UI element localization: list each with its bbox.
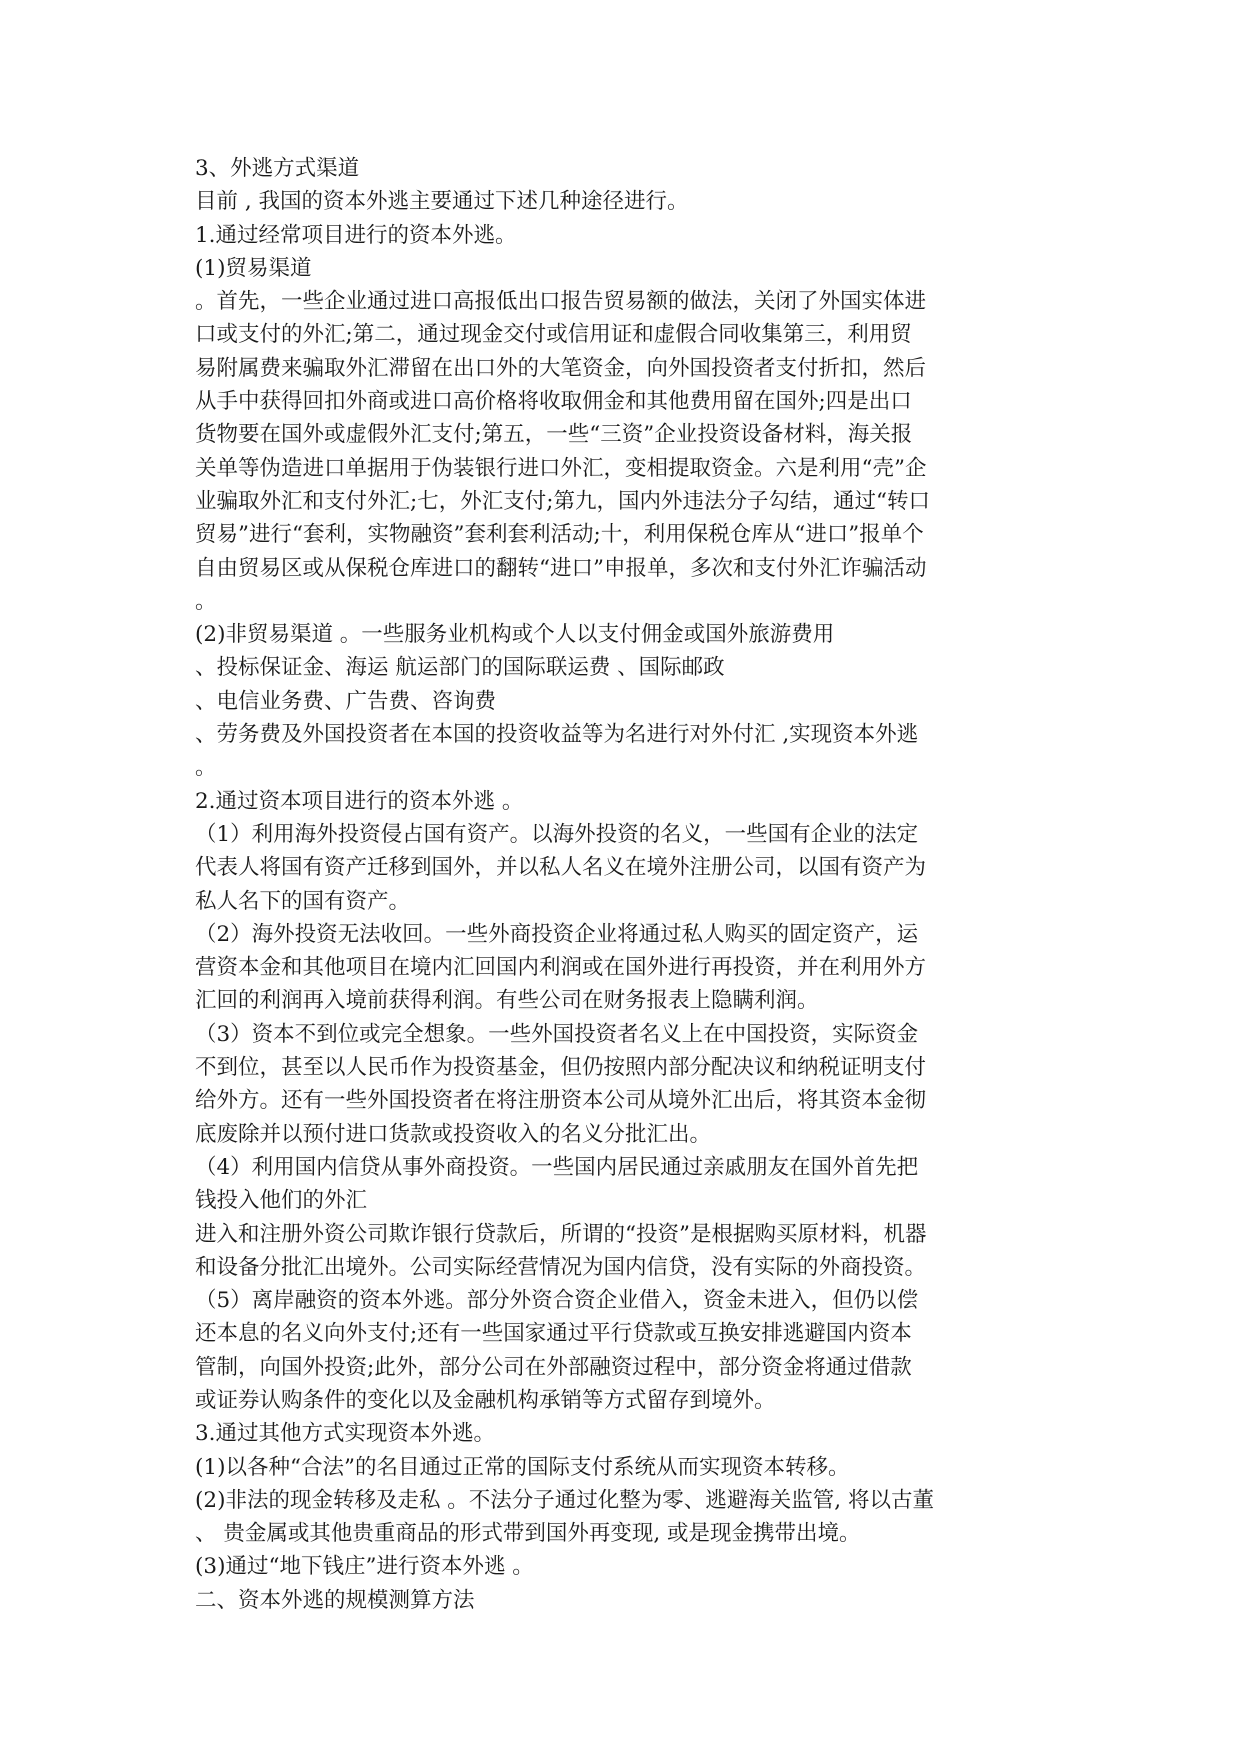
text-line: 贸易”进行“套利，实物融资”套利套利活动;十，利用保税仓库从“进口”报单个 [195,522,924,548]
text-line: 从手中获得回扣外商或进口高价格将收取佣金和其他费用留在国外;四是出口 [195,389,912,415]
text-line: 。 [195,755,217,781]
text-line: 汇回的利润再入境前获得利润。有些公司在财务报表上隐瞒利润。 [195,988,819,1014]
text-line: (1)以各种“合法”的名目通过正常的国际支付系统从而实现资本转移。 [195,1454,850,1480]
document-body [195,152,1045,1617]
text-line: 、投标保证金、海运 航运部门的国际联运费 、国际邮政 [195,655,725,681]
text-line: 钱投入他们的外汇 [195,1188,368,1214]
text-line: 1.通过经常项目进行的资本外逃。 [195,222,517,248]
text-line: （3）资本不到位或完全想象。一些外国投资者名义上在中国投资，实际资金 [195,1021,919,1047]
text-line: 进入和注册外资公司欺诈银行贷款后，所谓的“投资”是根据购买原材料，机器 [195,1221,927,1247]
text-line: 底废除并以预付进口货款或投资收入的名义分批汇出。 [195,1121,712,1147]
text-line: 不到位，甚至以人民币作为投资基金，但仍按照内部分配决议和纳税证明支付 [195,1055,927,1081]
text-line: 代表人将国有资产迁移到国外，并以私人名义在境外注册公司，以国有资产为 [195,855,927,881]
text-line: 二、资本外逃的规模测算方法 [195,1587,475,1613]
text-line: 还本息的名义向外支付;还有一些国家通过平行贷款或互换安排逃避国内资本 [195,1321,912,1347]
text-line: 。 [195,588,217,614]
text-line: 口或支付的外汇;第二，通过现金交付或信用证和虚假合同收集第三，利用贸 [195,322,912,348]
text-line: （4）利用国内信贷从事外商投资。一些国内居民通过亲戚朋友在国外首先把 [195,1154,919,1180]
text-line: 给外方。还有一些外国投资者在将注册资本公司从境外汇出后，将其资本金彻 [195,1088,927,1114]
text-line: 、电信业务费、广告费、咨询费 [195,688,497,714]
text-line: 易附属费来骗取外汇滞留在出口外的大笔资金，向外国投资者支付折扣，然后 [195,355,927,381]
text-line: （5）离岸融资的资本外逃。部分外资合资企业借入，资金未进入，但仍以偿 [195,1288,919,1314]
text-line: 或证券认购条件的变化以及金融机构承销等方式留存到境外。 [195,1387,776,1413]
text-line: 。首先，一些企业通过进口高报低出口报告贸易额的做法，关闭了外国实体进 [195,289,927,315]
text-line: 、 贵金属或其他贵重商品的形式带到国外再变现, 或是现金携带出境。 [195,1521,861,1547]
text-line: 业骗取外汇和支付外汇;七，外汇支付;第九，国内外违法分子勾结，通过“转口 [195,488,930,514]
text-line: 3.通过其他方式实现资本外逃。 [195,1421,496,1447]
text-line: 、劳务费及外国投资者在本国的投资收益等为名进行对外付汇 ,实现资本外逃 [195,722,919,748]
text-line: 货物要在国外或虚假外汇支付;第五，一些“三资”企业投资设备材料，海关报 [195,422,913,448]
text-line: 目前 , 我国的资本外逃主要通过下述几种途径进行。 [195,189,689,215]
text-line: (1)贸易渠道 [195,255,312,281]
text-line: 营资本金和其他项目在境内汇回国内利润或在国外进行再投资，并在利用外方 [195,955,927,981]
text-line: 3、外逃方式渠道 [195,156,360,181]
text-line: (2)非法的现金转移及走私 。不法分子通过化整为零、逃避海关监管, 将以古董 [195,1487,934,1513]
text-line: 和设备分批汇出境外。公司实际经营情况为国内信贷，没有实际的外商投资。 [195,1254,927,1280]
text-line: 关单等伪造进口单据用于伪装银行进口外汇，变相提取资金。六是利用“壳”企 [195,455,927,481]
text-line: 自由贸易区或从保税仓库进口的翻转“进口”申报单，多次和支付外汇诈骗活动 [195,555,927,581]
text-line: 管制，向国外投资;此外，部分公司在外部融资过程中，部分资金将通过借款 [195,1354,912,1380]
text-line: 2.通过资本项目进行的资本外逃 。 [195,788,524,814]
text-line: (2)非贸易渠道 。一些服务业机构或个人以支付佣金或国外旅游费用 [195,622,835,648]
text-line: (3)通过“地下钱庄”进行资本外逃 。 [195,1554,534,1580]
text-line: 私人名下的国有资产。 [195,888,411,914]
text-line: （1）利用海外投资侵占国有资产。以海外投资的名义，一些国有企业的法定 [195,821,919,847]
text-line: （2）海外投资无法收回。一些外商投资企业将通过私人购买的固定资产，运 [195,921,919,947]
